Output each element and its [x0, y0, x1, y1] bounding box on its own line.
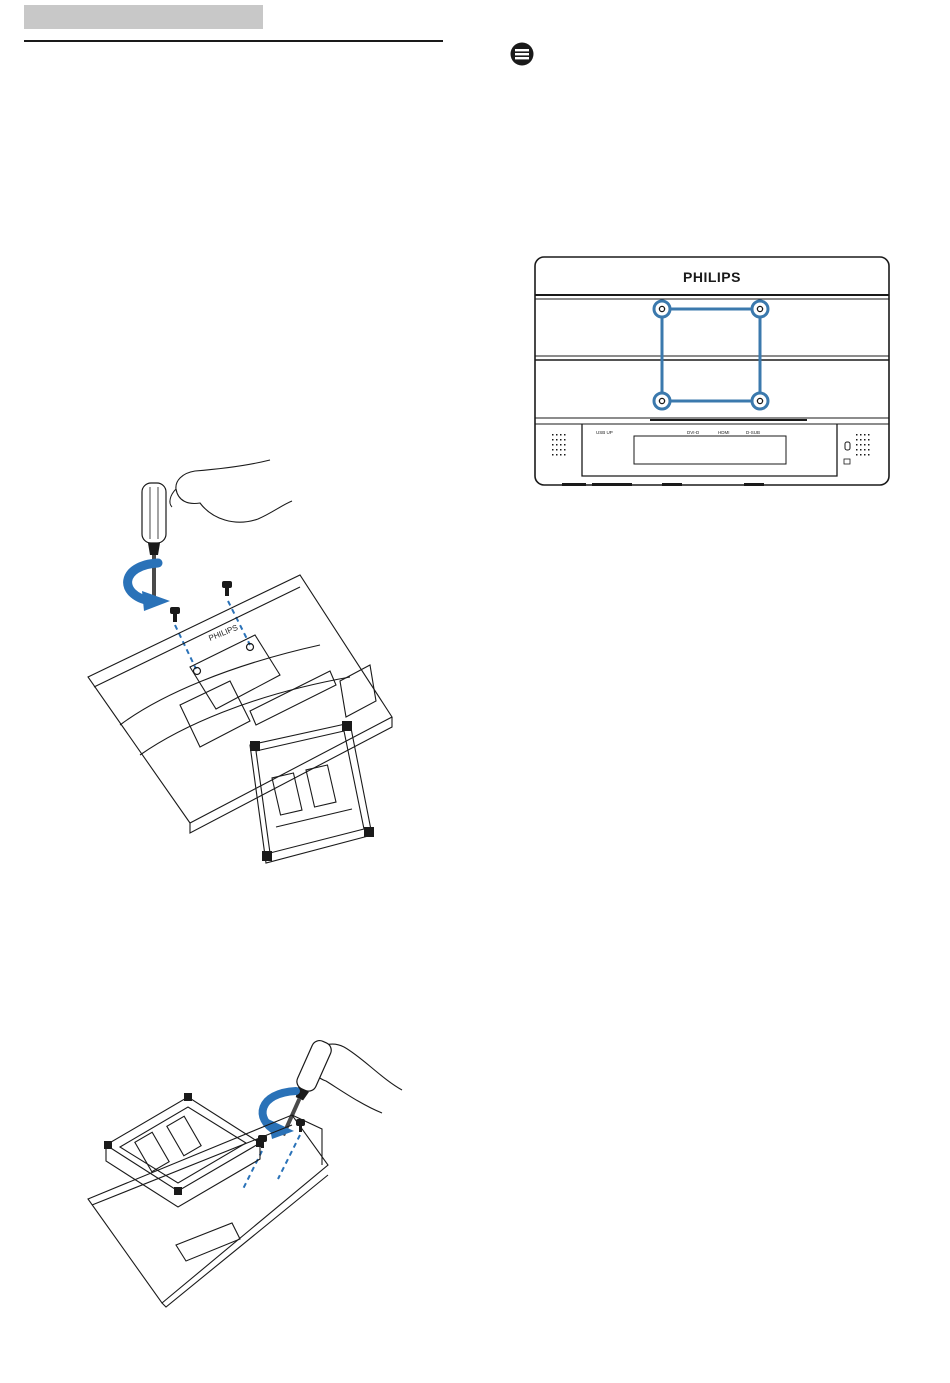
monitor-rear: [88, 1115, 328, 1307]
port-label-usb: USB UP: [596, 430, 613, 435]
monitor-rear: [88, 575, 392, 833]
brand-logo-text: PHILIPS: [683, 269, 741, 285]
screw-left: [170, 607, 180, 622]
note-icon: [510, 42, 534, 66]
mounting-hole-top-right: [752, 301, 768, 317]
mounting-hole-top-left: [654, 301, 670, 317]
mounting-hole-bottom-left: [654, 393, 670, 409]
header-rule: [24, 40, 443, 42]
mounting-hole-bottom-right: [752, 393, 768, 409]
brand-logo-text: PHILIPS: [207, 623, 240, 643]
hand-outline: [176, 460, 292, 522]
attach-base-illustration: [82, 1035, 412, 1310]
stand-base: [250, 723, 372, 863]
screwdriver-icon: [142, 483, 166, 603]
port-label-hdmi: HDMI: [718, 430, 730, 435]
vesa-mounting-diagram: [532, 254, 892, 490]
port-label-dvi: DVI-D: [687, 430, 700, 435]
screw-right: [222, 581, 232, 596]
section-tab: [24, 5, 263, 29]
remove-stand-screws-illustration: [80, 455, 400, 865]
port-label-dsub: D-SUB: [746, 430, 761, 435]
